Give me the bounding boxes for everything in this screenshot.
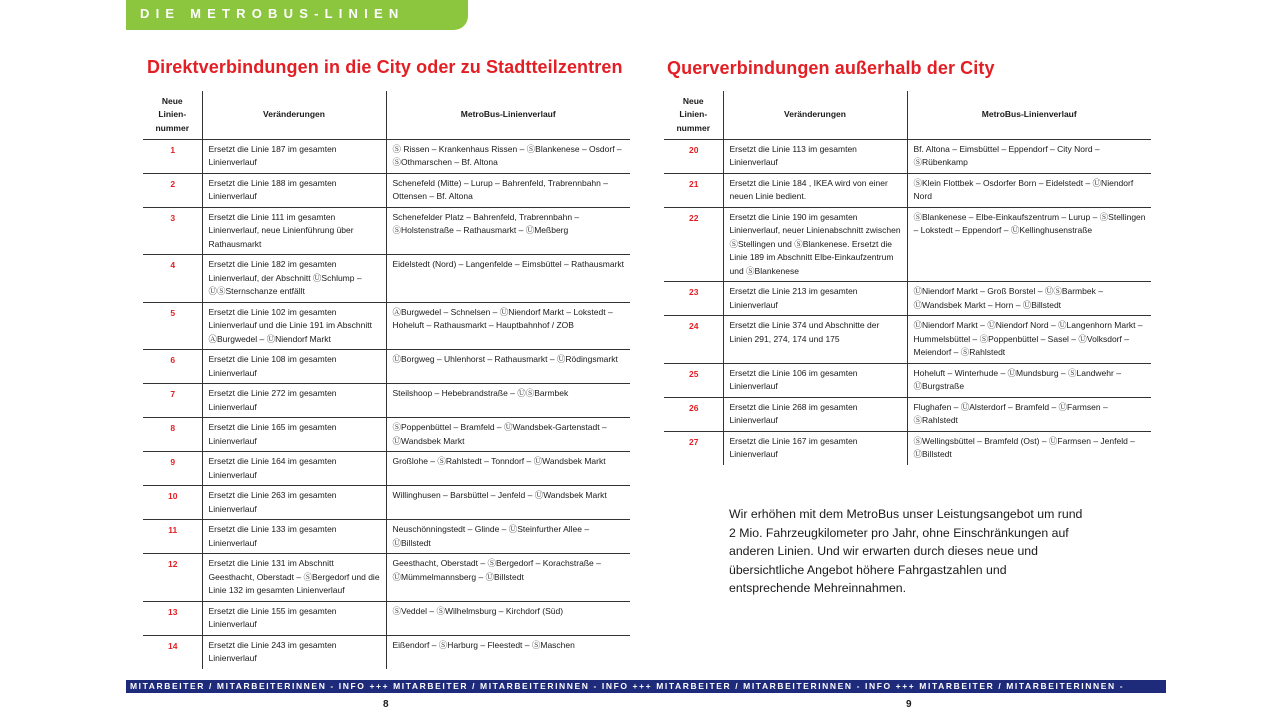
changes-cell: Ersetzt die Linie 190 im gesamten Linienverlauf, neuer Linienabschnitt zwischen ⓈStellingen und ⓈBlankenese. Ersetzt die Linie 189 im Abschnitt Elbe-Einkaufzentrum und ⓈBlankenese (723, 207, 907, 282)
changes-cell: Ersetzt die Linie 374 und Abschnitte der Linien 291, 274, 174 und 175 (723, 316, 907, 364)
changes-cell: Ersetzt die Linie 106 im gesamten Linienverlauf (723, 363, 907, 397)
line-number: 9 (143, 452, 202, 486)
changes-cell: Ersetzt die Linie 272 im gesamten Linienverlauf (202, 384, 386, 418)
route-cell: Großlohe – ⓈRahlstedt – Tonndorf – ⓊWandsbek Markt (386, 452, 630, 486)
right-section-title: Querverbindungen außerhalb der City (667, 58, 995, 78)
route-cell: ⓈKlein Flottbek – Osdorfer Born – Eidelstedt – ⓊNiendorf Nord (907, 173, 1151, 207)
changes-cell: Ersetzt die Linie 155 im gesamten Linienverlauf (202, 601, 386, 635)
column-header-number: Neue Linien-nummer (664, 91, 723, 139)
changes-cell: Ersetzt die Linie 102 im gesamten Linienverlauf und die Linie 191 im Abschnitt ⒶBurgwedel – ⓊNiendorf Markt (202, 302, 386, 350)
route-cell: ⒶBurgwedel – Schnelsen – ⓊNiendorf Markt – Lokstedt – Hoheluft – Rathausmarkt – Hauptbahnhof / ZOB (386, 302, 630, 350)
route-cell: Hoheluft – Winterhude – ⓊMundsburg – ⓈLandwehr – ⓊBurgstraße (907, 363, 1151, 397)
line-number: 3 (143, 207, 202, 255)
line-number: 21 (664, 173, 723, 207)
column-header-changes: Veränderungen (723, 91, 907, 139)
table-row (143, 255, 630, 303)
table-header-row (664, 91, 1151, 139)
table-row (664, 363, 1151, 397)
changes-cell: Ersetzt die Linie 213 im gesamten Linienverlauf (723, 282, 907, 316)
column-header-route: MetroBus-Linienverlauf (386, 91, 630, 139)
route-cell: ⓈPoppenbüttel – Bramfeld – ⓊWandsbek-Gartenstadt – ⓊWandsbek Markt (386, 418, 630, 452)
route-cell: ⓊNiendorf Markt – Groß Borstel – ⓊⓈBarmbek – ⓊWandsbek Markt – Horn – ⓊBillstedt (907, 282, 1151, 316)
line-number: 22 (664, 207, 723, 282)
changes-cell: Ersetzt die Linie 113 im gesamten Linienverlauf (723, 139, 907, 173)
line-number: 14 (168, 640, 178, 651)
route-cell: Neuschönningstedt – Glinde – ⓊSteinfurther Allee – ⓊBillstedt (386, 520, 630, 554)
line-number: 25 (664, 363, 723, 397)
changes-cell: Ersetzt die Linie 111 im gesamten Linienverlauf, neue Linienführung über Rathausmarkt (202, 207, 386, 255)
line-number: 23 (664, 282, 723, 316)
changes-cell: Ersetzt die Linie 188 im gesamten Linienverlauf (202, 173, 386, 207)
table-row (143, 635, 630, 669)
changes-cell: Ersetzt die Linie 133 im gesamten Linienverlauf (202, 520, 386, 554)
changes-cell: Ersetzt die Linie 184 , IKEA wird von einer neuen Linie bedient. (723, 173, 907, 207)
table-row (143, 302, 630, 350)
table-row (143, 418, 630, 452)
table-row (143, 173, 630, 207)
table-row (143, 384, 630, 418)
route-cell: ⓈWellingsbüttel – Bramfeld (Ost) – ⓊFarmsen – Jenfeld – ⓊBillstedt (907, 431, 1151, 465)
route-cell: ⓊNiendorf Markt – ⓊNiendorf Nord – ⓊLangenhorn Markt – Hummelsbüttel – ⓈPoppenbüttel – Sasel – ⓊVolksdorf – Meiendorf – ⓈRahlstedt (907, 316, 1151, 364)
changes-cell: Ersetzt die Linie 182 im gesamten Linienverlauf, der Abschnitt ⓊSchlump – ⓊⓈSternschanze entfällt (202, 255, 386, 303)
line-number: 24 (664, 316, 723, 364)
line-number: 4 (143, 255, 202, 303)
table-row (143, 554, 630, 602)
table-row (664, 173, 1151, 207)
table-header-row (143, 91, 630, 139)
changes-cell: Ersetzt die Linie 165 im gesamten Linienverlauf (202, 418, 386, 452)
line-number: 7 (143, 384, 202, 418)
page-number-right: 9 (906, 699, 912, 710)
line-number: 2 (143, 173, 202, 207)
line-number: 11 (143, 520, 202, 554)
changes-cell: Ersetzt die Linie 263 im gesamten Linienverlauf (202, 486, 386, 520)
page-number-left: 8 (383, 699, 389, 710)
line-number: 10 (143, 486, 202, 520)
column-header-number: Neue Linien-nummer (143, 91, 202, 139)
line-number: 5 (143, 302, 202, 350)
route-cell: ⓊBorgweg – Uhlenhorst – Rathausmarkt – ⓊRödingsmarkt (386, 350, 630, 384)
table-row (143, 207, 630, 255)
table-row (664, 316, 1151, 364)
route-cell: Willinghusen – Barsbüttel – Jenfeld – ⓊWandsbek Markt (386, 486, 630, 520)
changes-cell: Ersetzt die Linie 187 im gesamten Linienverlauf (202, 139, 386, 173)
table-row (664, 397, 1151, 431)
cross-connections-table (664, 91, 1151, 465)
route-cell: Bf. Altona – Eimsbüttel – Eppendorf – City Nord – ⓈRübenkamp (907, 139, 1151, 173)
route-cell: Eißendorf – ⓈHarburg – Fleestedt – ⓈMaschen (386, 635, 630, 669)
section-header-tab: DIE METROBUS-LINIEN (126, 0, 468, 30)
route-cell: Eidelstedt (Nord) – Langenfelde – Eimsbüttel – Rathausmarkt (386, 255, 630, 303)
route-cell: Flughafen – ⓊAlsterdorf – Bramfeld – ⓊFarmsen – ⓈRahlstedt (907, 397, 1151, 431)
table-row (664, 282, 1151, 316)
footer-banner: MITARBEITER / MITARBEITERINNEN - INFO +++ MITARBEITER / MITARBEITERINNEN - INFO +++ MITARBEITER / MITARBEITERINNEN - INFO +++ MITARBEITER / MITARBEITERINNEN - (126, 680, 1166, 693)
line-number: 20 (664, 139, 723, 173)
changes-cell: Ersetzt die Linie 243 im gesamten Linienverlauf (202, 635, 386, 669)
column-header-route: MetroBus-Linienverlauf (907, 91, 1151, 139)
column-header-changes: Veränderungen (202, 91, 386, 139)
table-row (143, 601, 630, 635)
changes-cell: Ersetzt die Linie 268 im gesamten Linienverlauf (723, 397, 907, 431)
table-row (143, 350, 630, 384)
line-number: 12 (143, 554, 202, 602)
table-row (143, 520, 630, 554)
table-row (143, 486, 630, 520)
left-section-title: Direktverbindungen in die City oder zu Stadtteilzentren (147, 57, 623, 77)
body-paragraph: Wir erhöhen mit dem MetroBus unser Leistungsangebot um rund 2 Mio. Fahrzeugkilometer pro Jahr, ohne Einschränkungen auf anderen Linien. Und wir erwarten durch dieses neue und übersichtliche Angebot höhere Fahrgastzahlen und entsprechende Mehreinnahmen. (729, 507, 1083, 596)
table-row (664, 431, 1151, 465)
line-number: 8 (143, 418, 202, 452)
changes-cell: Ersetzt die Linie 131 im Abschnitt Geesthacht, Oberstadt – ⓈBergedorf und die Linie 132 im gesamten Linienverlauf (202, 554, 386, 602)
changes-cell: Ersetzt die Linie 164 im gesamten Linienverlauf (202, 452, 386, 486)
line-number: 1 (143, 139, 202, 173)
line-number: 13 (143, 601, 202, 635)
table-row (143, 452, 630, 486)
table-row (664, 207, 1151, 282)
table-row (664, 139, 1151, 173)
route-cell: Schenefeld (Mitte) – Lurup – Bahrenfeld, Trabrennbahn – Ottensen – Bf. Altona (386, 173, 630, 207)
changes-cell: Ersetzt die Linie 108 im gesamten Linienverlauf (202, 350, 386, 384)
changes-cell: Ersetzt die Linie 167 im gesamten Linienverlauf (723, 431, 907, 465)
line-number: 6 (143, 350, 202, 384)
route-cell: Ⓢ Rissen – Krankenhaus Rissen – ⓈBlankenese – Osdorf – ⓈOthmarschen – Bf. Altona (386, 139, 630, 173)
line-number: 26 (664, 397, 723, 431)
route-cell: ⓈVeddel – ⓈWilhelmsburg – Kirchdorf (Süd) (386, 601, 630, 635)
route-cell: Schenefelder Platz – Bahrenfeld, Trabrennbahn – ⓈHolstenstraße – Rathausmarkt – ⓊMeßberg (386, 207, 630, 255)
line-number: 27 (689, 436, 699, 447)
route-cell: Steilshoop – Hebebrandstraße – ⓊⓈBarmbek (386, 384, 630, 418)
route-cell: ⓈBlankenese – Elbe-Einkaufszentrum – Lurup – ⓈStellingen – Lokstedt – Eppendorf – ⓊKellinghusenstraße (907, 207, 1151, 282)
direct-connections-table (143, 91, 630, 669)
table-row (143, 139, 630, 173)
route-cell: Geesthacht, Oberstadt – ⓈBergedorf – Korachstraße – ⓊMümmelmannsberg – ⓊBillstedt (386, 554, 630, 602)
